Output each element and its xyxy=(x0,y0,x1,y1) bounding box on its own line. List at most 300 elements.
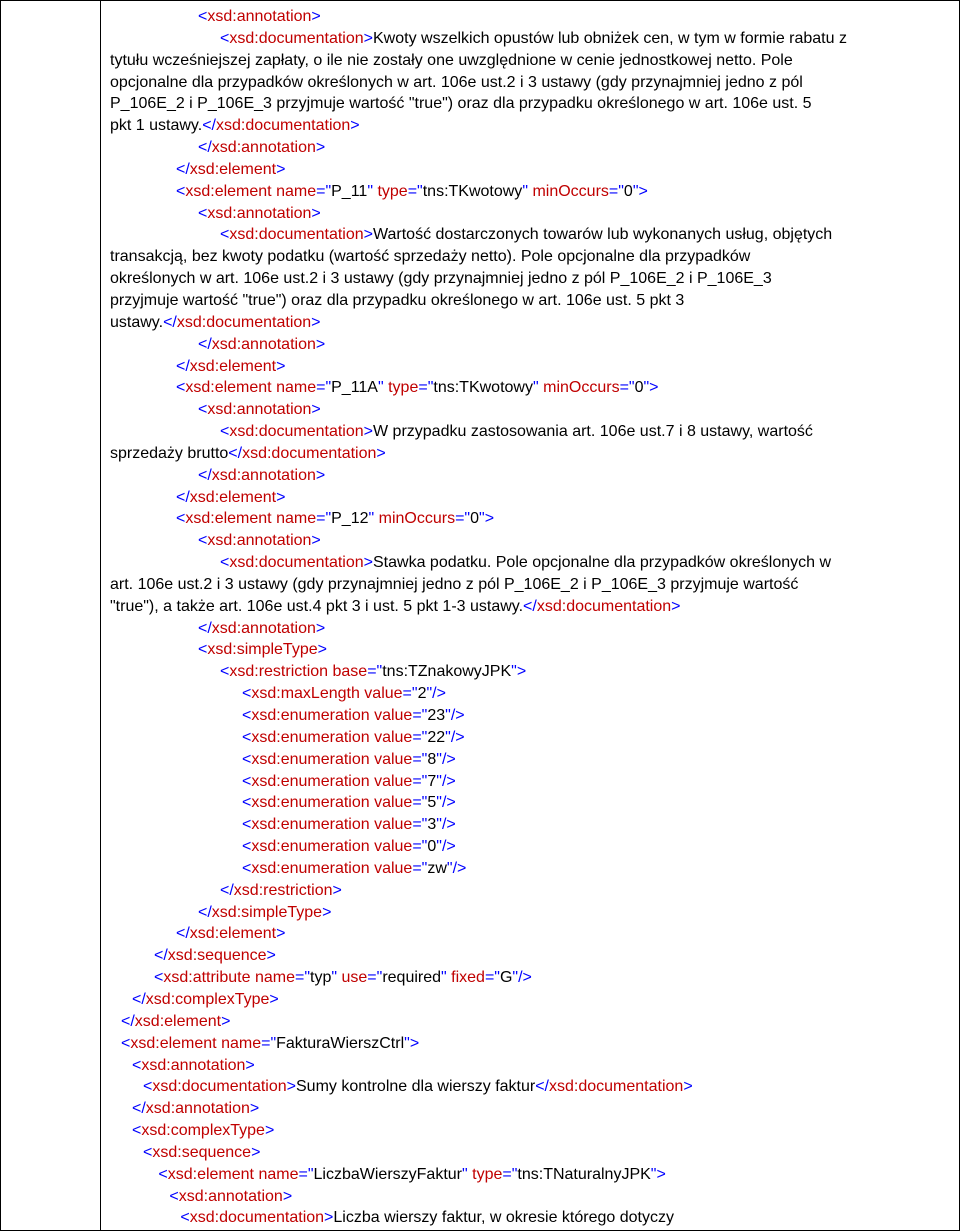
code-token: < xyxy=(220,29,230,47)
code-line xyxy=(110,115,950,137)
code-token: P_106E_2 i P_106E_3 przyjmuje wartość "true") oraz dla przypadku określonego w art. 106e ust. 5 xyxy=(110,95,812,113)
code-token: xsd:element xyxy=(189,357,277,375)
code-line xyxy=(110,159,950,181)
code-token: < xyxy=(198,401,208,419)
code-token: xsd:sequence xyxy=(167,947,267,965)
code-token: < xyxy=(143,1143,153,1161)
code-token: ustawy. xyxy=(110,313,164,331)
code-token: value xyxy=(374,728,413,746)
code-token: =" xyxy=(261,1034,277,1052)
code-token: </ xyxy=(220,881,234,899)
code-token: xsd:enumeration xyxy=(251,772,375,790)
code-token: =" xyxy=(502,1165,518,1183)
code-line xyxy=(110,377,950,399)
code-token: LiczbaWierszyFaktur xyxy=(313,1165,462,1183)
code-line xyxy=(110,224,950,246)
code-line xyxy=(110,1120,950,1142)
code-line xyxy=(110,28,950,50)
code-line xyxy=(110,836,950,858)
code-token: </ xyxy=(154,947,168,965)
code-token: </ xyxy=(121,1012,135,1030)
code-line xyxy=(110,268,950,290)
code-token: xsd:annotation xyxy=(207,401,312,419)
code-token: "> xyxy=(404,1034,420,1052)
code-token: 0 xyxy=(623,182,633,200)
code-line xyxy=(110,574,950,596)
code-token: xsd:element xyxy=(130,1034,222,1052)
code-token: xsd:element xyxy=(189,925,277,943)
code-token: "/> xyxy=(446,859,467,877)
code-line xyxy=(110,50,950,72)
code-token: 23 xyxy=(427,707,446,724)
code-line xyxy=(110,181,950,203)
code-token: > xyxy=(324,1209,334,1227)
code-line xyxy=(110,399,950,421)
code-token: > xyxy=(315,619,326,637)
code-token: "true"), a także art. 106e ust.4 pkt 3 i ust. 5 pkt 1-3 ustawy. xyxy=(110,597,524,615)
code-token: xsd:documentation xyxy=(549,1078,684,1096)
code-token: " xyxy=(462,1165,473,1183)
code-token: =" xyxy=(412,859,428,877)
code-token: > xyxy=(315,139,326,157)
code-token: value xyxy=(374,772,413,790)
code-line xyxy=(110,727,950,749)
code-token: =" xyxy=(316,182,332,200)
code-token: </ xyxy=(198,619,212,637)
code-token: > xyxy=(221,1012,231,1030)
code-token: minOccurs xyxy=(543,379,620,397)
code-token: xsd:annotation xyxy=(145,1100,250,1118)
code-token: > xyxy=(363,29,373,47)
code-token: < xyxy=(132,1056,142,1074)
code-token: < xyxy=(132,1122,142,1140)
code-token: "/> xyxy=(436,816,456,834)
code-line xyxy=(110,1207,950,1229)
code-token: type xyxy=(472,1165,503,1183)
code-token: Stawka podatku. Pole opcjonalne dla przypadków określonych w xyxy=(373,554,832,572)
code-token: > xyxy=(350,117,360,135)
code-token: =" xyxy=(412,707,428,724)
code-token: 3 xyxy=(427,816,437,834)
code-token: > xyxy=(315,466,326,484)
code-token: > xyxy=(317,641,327,659)
code-token: < xyxy=(242,685,252,703)
code-token: < xyxy=(220,423,230,441)
code-token: < xyxy=(220,226,230,244)
code-token: W przypadku zastosowania art. 106e ust.7 i 8 ustawy, wartość xyxy=(373,423,813,441)
code-token: pkt 1 ustawy. xyxy=(110,117,203,135)
code-token: xsd:annotation xyxy=(211,335,316,353)
code-token: xsd:restriction xyxy=(229,663,333,681)
code-token: value xyxy=(374,794,413,812)
code-token: xsd:enumeration xyxy=(251,728,375,746)
code-line xyxy=(110,792,950,814)
code-line xyxy=(110,312,950,334)
code-token: xsd:restriction xyxy=(233,881,333,899)
code-token: xsd:documentation xyxy=(152,1078,287,1096)
code-line xyxy=(110,72,950,94)
code-token: < xyxy=(198,8,208,25)
code-line xyxy=(110,1055,950,1077)
code-token: xsd:documentation xyxy=(229,29,364,47)
code-token: </ xyxy=(132,1100,146,1118)
code-token: xsd:annotation xyxy=(211,619,316,637)
code-token: > xyxy=(269,990,279,1008)
code-token: "/> xyxy=(445,728,465,746)
code-line xyxy=(110,1142,950,1164)
code-token: "> xyxy=(511,663,527,681)
code-token: "/> xyxy=(436,772,456,790)
code-token: =" xyxy=(402,685,418,703)
code-token: > xyxy=(276,488,286,506)
code-token: </ xyxy=(176,488,190,506)
code-token: 0 xyxy=(634,379,644,397)
code-token: określonych w art. 106e ust.2 i 3 ustawy (gdy przynajmniej jedno z pól P_106E_2 i P_106E_3 xyxy=(110,270,772,288)
code-token: > xyxy=(266,947,276,965)
code-line xyxy=(110,356,950,378)
code-line xyxy=(110,334,950,356)
code-token: xsd:attribute xyxy=(163,969,255,987)
code-token: base xyxy=(332,663,368,681)
code-token: xsd:annotation xyxy=(207,204,312,222)
code-token: sprzedaży brutto xyxy=(110,444,229,462)
code-token: " xyxy=(331,969,342,987)
code-token: FakturaWierszCtrl xyxy=(276,1034,405,1052)
code-token: " xyxy=(532,379,544,397)
code-token: xsd:element xyxy=(189,160,277,178)
code-token: "> xyxy=(479,510,495,528)
code-token: xsd:annotation xyxy=(178,1187,283,1205)
code-token: value xyxy=(374,750,413,768)
code-token: xsd:enumeration xyxy=(251,794,375,812)
code-token: " xyxy=(377,379,389,397)
code-token: tytułu wcześniejszej zapłaty, o ile nie zostały one uwzględnione w cenie jednostkowej netto. Pole xyxy=(110,51,793,69)
code-line xyxy=(110,443,950,465)
code-token: Wartość dostarczonych towarów lub wykonanych usług, objętych xyxy=(373,226,833,244)
code-token: < xyxy=(242,838,252,856)
code-token: > xyxy=(276,160,286,178)
code-token: xsd:documentation xyxy=(229,423,364,441)
code-token: przyjmuje wartość "true") oraz dla przypadku określonego w art. 106e ust. 5 pkt 3 xyxy=(110,291,685,309)
code-token: 22 xyxy=(427,728,446,746)
code-token: </ xyxy=(198,335,212,353)
code-token: value xyxy=(374,816,413,834)
code-line xyxy=(110,618,950,640)
code-token: < xyxy=(121,1034,131,1052)
code-token: P_11A xyxy=(331,379,378,397)
code-line xyxy=(110,771,950,793)
code-line xyxy=(110,1011,950,1033)
code-token: < xyxy=(158,1165,168,1183)
code-token: xsd:annotation xyxy=(211,466,316,484)
code-line xyxy=(110,508,950,530)
code-token: " xyxy=(522,182,533,200)
xml-schema-listing xyxy=(110,1,950,1230)
code-token: =" xyxy=(418,379,434,397)
code-token: xsd:element xyxy=(185,510,277,528)
code-line xyxy=(110,923,950,945)
code-token: tns:TZnakowyJPK xyxy=(382,663,512,681)
code-token: > xyxy=(363,554,373,572)
code-token: 5 xyxy=(427,794,437,812)
code-token: " xyxy=(367,182,378,200)
code-token: "> xyxy=(643,379,659,397)
code-token: </ xyxy=(176,357,190,375)
code-token: </ xyxy=(163,313,177,331)
code-token: name xyxy=(276,182,317,200)
code-line xyxy=(110,1076,950,1098)
code-token: > xyxy=(315,335,326,353)
code-token: "/> xyxy=(436,750,456,768)
code-token: transakcją, bez kwoty podatku (wartość sprzedaży netto). Pole opcjonalne dla przypadków xyxy=(110,248,751,266)
code-token: < xyxy=(198,532,208,550)
code-token: xsd:complexType xyxy=(141,1122,265,1140)
code-line xyxy=(110,93,950,115)
code-token: required xyxy=(382,969,442,987)
code-token: =" xyxy=(367,663,383,681)
code-token: > xyxy=(322,903,332,921)
code-token: </ xyxy=(535,1078,549,1096)
code-token: xsd:documentation xyxy=(229,226,364,244)
code-token: value xyxy=(374,707,413,724)
code-token: =" xyxy=(412,750,428,768)
code-token: name xyxy=(258,1165,299,1183)
code-token: 8 xyxy=(427,750,437,768)
code-token: xsd:annotation xyxy=(211,139,316,157)
code-token: < xyxy=(198,204,208,222)
code-token: type xyxy=(377,182,408,200)
code-token: xsd:documentation xyxy=(536,597,672,615)
code-token: < xyxy=(242,707,252,724)
code-token: > xyxy=(311,532,321,550)
code-token: xsd:sequence xyxy=(152,1143,252,1161)
code-token: xsd:documentation xyxy=(189,1209,325,1227)
code-line xyxy=(110,880,950,902)
code-token: < xyxy=(242,794,252,812)
code-token: > xyxy=(282,1187,293,1205)
code-token: 2 xyxy=(417,685,427,703)
code-token: =" xyxy=(316,379,332,397)
code-token: art. 106e ust.2 i 3 ustawy (gdy przynajmniej jedno z pól P_106E_2 i P_106E_3 przyjmuje wartość xyxy=(110,575,799,593)
code-token: > xyxy=(276,925,286,943)
code-token: Liczba wierszy faktur, w okresie którego dotyczy xyxy=(333,1209,674,1227)
code-token: </ xyxy=(198,903,212,921)
code-token: " xyxy=(441,969,452,987)
code-token: > xyxy=(683,1078,693,1096)
code-token: </ xyxy=(198,466,212,484)
code-token: value xyxy=(364,685,403,703)
code-token: name xyxy=(221,1034,262,1052)
code-token: > xyxy=(363,423,373,441)
code-token: </ xyxy=(132,990,146,1008)
code-token: < xyxy=(154,969,164,987)
code-token: </ xyxy=(523,597,537,615)
code-token: < xyxy=(176,510,186,528)
code-line xyxy=(110,530,950,552)
code-token: xsd:enumeration xyxy=(251,859,375,877)
code-token: </ xyxy=(228,444,243,462)
code-token: xsd:enumeration xyxy=(251,816,375,834)
code-token: xsd:simpleType xyxy=(211,903,323,921)
code-token: P_11 xyxy=(331,182,368,200)
code-line xyxy=(110,465,950,487)
code-token: name xyxy=(276,510,317,528)
code-token: =" xyxy=(608,182,624,200)
code-token: "/> xyxy=(512,969,532,987)
code-token: value xyxy=(374,859,413,877)
code-line xyxy=(110,661,950,683)
code-token: xsd:maxLength xyxy=(251,685,365,703)
code-token: opcjonalne dla przypadków określonych w art. 106e ust.2 i 3 ustawy (gdy przynajmniej jedno z pól xyxy=(110,73,803,91)
code-token: =" xyxy=(412,728,428,746)
code-token: =" xyxy=(412,838,428,856)
code-line xyxy=(110,814,950,836)
code-token: < xyxy=(242,728,252,746)
code-token: =" xyxy=(298,1165,314,1183)
code-token: =" xyxy=(294,969,311,987)
code-token: xsd:annotation xyxy=(141,1056,246,1074)
code-token: name xyxy=(254,969,295,987)
code-token: < xyxy=(143,1078,153,1096)
code-token: </ xyxy=(176,160,190,178)
code-token: > xyxy=(311,313,321,331)
code-token: xsd:documentation xyxy=(215,117,351,135)
code-token: xsd:annotation xyxy=(207,8,312,25)
code-token: "/> xyxy=(436,794,456,812)
code-token: use xyxy=(341,969,368,987)
code-token: > xyxy=(363,226,373,244)
code-token: tns:TKwotowy xyxy=(433,379,533,397)
code-token: =" xyxy=(619,379,635,397)
code-token: minOccurs xyxy=(378,510,456,528)
code-token: name xyxy=(276,379,317,397)
code-line xyxy=(110,203,950,225)
code-line xyxy=(110,1033,950,1055)
code-token: type xyxy=(388,379,419,397)
code-token: > xyxy=(332,881,342,899)
code-token: "/> xyxy=(426,685,446,703)
code-token: > xyxy=(276,357,286,375)
code-token: =" xyxy=(316,510,332,528)
code-token: > xyxy=(251,1143,261,1161)
code-token: < xyxy=(242,859,252,877)
code-line xyxy=(110,639,950,661)
code-token: < xyxy=(220,554,230,572)
code-token: xsd:simpleType xyxy=(207,641,318,659)
code-token: P_12 xyxy=(331,510,369,528)
code-token: > xyxy=(311,401,321,419)
code-token: < xyxy=(180,1209,190,1227)
code-token: xsd:element xyxy=(134,1012,222,1030)
code-token: < xyxy=(176,182,186,200)
code-token: </ xyxy=(202,117,216,135)
code-token: < xyxy=(220,663,230,681)
code-line xyxy=(110,989,950,1011)
code-line xyxy=(110,1186,950,1208)
code-token: < xyxy=(242,750,252,768)
code-token: =" xyxy=(455,510,471,528)
code-token: < xyxy=(242,772,252,790)
code-token: xsd:enumeration xyxy=(251,707,375,724)
code-line xyxy=(110,290,950,312)
code-token: " xyxy=(368,510,379,528)
code-token: Kwoty wszelkich opustów lub obniżek cen, w tym w formie rabatu z xyxy=(373,29,847,47)
code-token: xsd:element xyxy=(189,488,277,506)
code-token: 7 xyxy=(427,772,437,790)
code-token: G xyxy=(499,969,513,987)
code-token: > xyxy=(376,444,386,462)
code-token: xsd:documentation xyxy=(176,313,312,331)
code-line xyxy=(110,552,950,574)
code-token: < xyxy=(242,816,252,834)
code-line xyxy=(110,858,950,880)
code-line xyxy=(110,945,950,967)
code-line xyxy=(110,705,950,727)
code-line xyxy=(110,902,950,924)
code-token: "> xyxy=(650,1165,666,1183)
code-token: xsd:documentation xyxy=(229,554,364,572)
code-line xyxy=(110,683,950,705)
code-token: =" xyxy=(412,772,428,790)
code-line xyxy=(110,596,950,618)
code-token: typ xyxy=(310,969,332,987)
code-token: minOccurs xyxy=(532,182,609,200)
code-token: > xyxy=(264,1122,275,1140)
code-line xyxy=(110,749,950,771)
code-token: > xyxy=(249,1100,260,1118)
code-token: xsd:complexType xyxy=(145,990,270,1008)
code-token: xsd:annotation xyxy=(207,532,312,550)
code-token: > xyxy=(245,1056,255,1074)
code-token: > xyxy=(671,597,681,615)
code-token: xsd:enumeration xyxy=(251,838,375,856)
code-token: "/> xyxy=(445,707,465,724)
code-token: "/> xyxy=(436,838,456,856)
code-token: </ xyxy=(176,925,190,943)
code-token: 0 xyxy=(470,510,480,528)
code-token: < xyxy=(198,641,208,659)
code-token: xsd:documentation xyxy=(242,444,377,462)
code-token: xsd:element xyxy=(185,379,277,397)
code-token: tns:TNaturalnyJPK xyxy=(517,1165,651,1183)
code-token: =" xyxy=(407,182,423,200)
code-token: > xyxy=(286,1078,296,1096)
code-line xyxy=(110,421,950,443)
code-line xyxy=(110,1164,950,1186)
code-token: < xyxy=(176,379,186,397)
code-token: zw xyxy=(427,859,447,877)
code-token: > xyxy=(311,8,321,25)
code-token: fixed xyxy=(451,969,485,987)
code-token: value xyxy=(374,838,413,856)
code-token: Sumy kontrolne dla wierszy faktur xyxy=(296,1078,536,1096)
code-token: "> xyxy=(632,182,648,200)
code-line xyxy=(110,967,950,989)
code-token: xsd:enumeration xyxy=(251,750,375,768)
code-token: =" xyxy=(484,969,500,987)
code-token: tns:TKwotowy xyxy=(422,182,523,200)
code-token: =" xyxy=(367,969,383,987)
code-token: =" xyxy=(412,794,428,812)
code-token: xsd:element xyxy=(185,182,277,200)
code-token: </ xyxy=(198,139,212,157)
code-token: 0 xyxy=(427,838,437,856)
code-line xyxy=(110,1098,950,1120)
code-line xyxy=(110,246,950,268)
code-line xyxy=(110,6,950,28)
code-token: > xyxy=(311,204,321,222)
left-column xyxy=(1,1,101,1230)
